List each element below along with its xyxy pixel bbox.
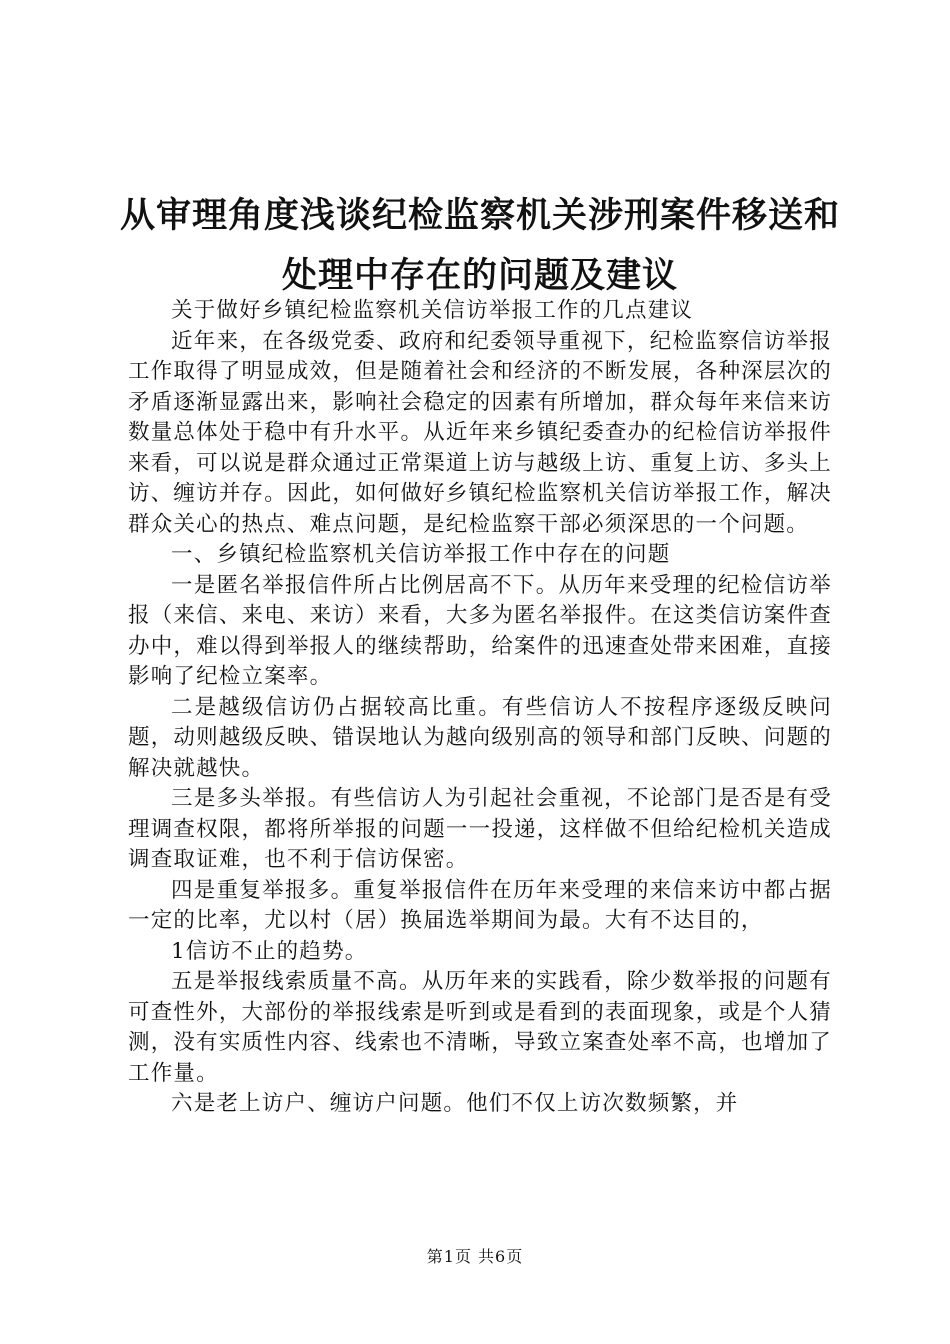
document-title-line-2: 处理中存在的问题及建议	[281, 256, 678, 296]
paragraph: 三是多头举报。有些信访人为引起社会重视，不论部门是否是有受理调查权限，都将所举报的问题一一投递，这样做不但给纪检机关造成调查取证难，也不利于信访保密。	[128, 786, 832, 872]
paragraph: 1信访不止的趋势。	[171, 938, 368, 964]
paragraph: 一是匿名举报信件所占比例居高不下。从历年来受理的纪检信访举报（来信、来电、来访）来看，大多为匿名举报件。在这类信访案件查办中，难以得到举报人的继续帮助，给案件的迅速查处带来困难，直接影响了纪检立案率。	[128, 572, 832, 689]
document-body	[128, 296, 832, 1120]
page-number-footer: 第1页 共6页	[426, 1247, 524, 1266]
paragraph: 五是举报线索质量不高。从历年来的实践看，除少数举报的问题有可查性外，大部份的举报线索是听到或是看到的表面现象，或是个人猜测，没有实质性内容、线索也不清晰，导致立案查处率不高，也增加了工作量。	[128, 969, 832, 1086]
paragraph: 近年来，在各级党委、政府和纪委领导重视下，纪检监察信访举报工作取得了明显成效，但是随着社会和经济的不断发展，各种深层次的矛盾逐渐显露出来，影响社会稳定的因素有所增加，群众每年来信来访数量总体处于稳中有升水平。从近年来乡镇纪委查办的纪检信访举报件来看，可以说是群众通过正常渠道上访与越级上访、重复上访、多头上访、缠访并存。因此，如何做好乡镇纪检监察机关信访举报工作，解决群众关心的热点、难点问题，是纪检监察干部必须深思的一个问题。	[128, 328, 832, 537]
paragraph: 关于做好乡镇纪检监察机关信访举报工作的几点建议	[171, 298, 694, 323]
paragraph: 四是重复举报多。重复举报信件在历年来受理的来信来访中都占据一定的比率，尤以村（居）换届选举期间为最。大有不达目的，	[128, 877, 832, 933]
paragraph: 二是越级信访仍占据较高比重。有些信访人不按程序逐级反映问题，动则越级反映、错误地认为越向级别高的领导和部门反映、问题的解决就越快。	[128, 694, 832, 781]
document-title-line-1: 从审理角度浅谈纪检监察机关涉刑案件移送和	[119, 196, 840, 236]
paragraph: 一、乡镇纪检监察机关信访举报工作中存在的问题	[171, 542, 671, 567]
paragraph: 六是老上访户、缠访户问题。他们不仅上访次数频繁，并	[171, 1091, 739, 1116]
